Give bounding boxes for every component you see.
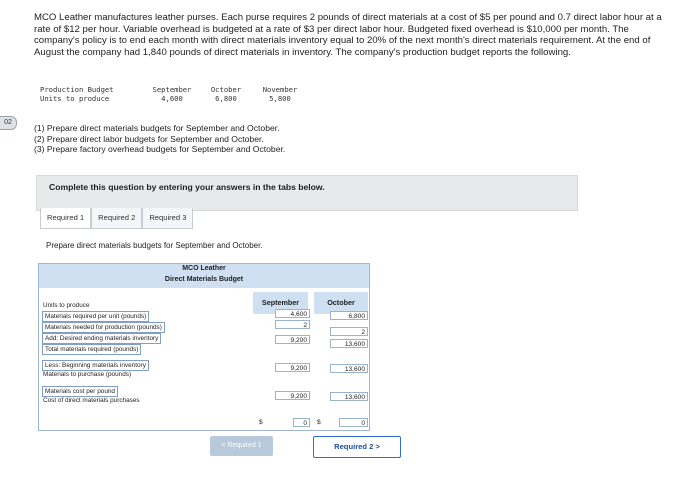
table-company: MCO Leather — [182, 265, 226, 272]
sep-dollar: $ — [259, 419, 263, 426]
sep-purchase-input[interactable]: 9,200 — [275, 391, 310, 400]
oct-req-input[interactable]: 2 — [330, 327, 368, 336]
oct-dollar: $ — [317, 419, 321, 426]
row-label-total-required[interactable]: Total materials required (pounds) — [42, 344, 141, 355]
tab-required-1[interactable]: Required 1 — [40, 208, 91, 229]
oct-total-input[interactable]: 13,600 — [330, 364, 368, 373]
tab-required-2[interactable]: Required 2 — [91, 208, 142, 229]
tab-required-3[interactable]: Required 3 — [142, 208, 193, 229]
table-title: Direct Materials Budget — [164, 276, 244, 283]
sep-units-input[interactable]: 4,600 — [275, 309, 310, 318]
oct-needed-input[interactable]: 13,600 — [330, 339, 368, 348]
production-budget — [40, 86, 307, 103]
row-label-needed[interactable]: Materials needed for production (pounds) — [42, 322, 165, 333]
oct-purchase-input[interactable]: 13,600 — [330, 392, 368, 401]
requirements-list — [34, 123, 285, 155]
sep-cost-input[interactable]: 0 — [293, 418, 310, 427]
requirement-3: (3) Prepare factory overhead budgets for September and October. — [34, 144, 286, 155]
tab-bar — [40, 208, 193, 230]
pb-month-oct: October — [210, 85, 242, 94]
col-october: October — [314, 292, 368, 314]
pb-units-sep: 4,600 — [161, 93, 183, 103]
row-label-to-purchase: Materials to purchase (pounds) — [43, 371, 132, 378]
oct-units-input[interactable]: 6,800 — [330, 311, 368, 320]
row-label-req-per-unit[interactable]: Materials required per unit (pounds) — [42, 311, 149, 322]
sep-needed-input[interactable]: 9,200 — [275, 335, 310, 344]
tab-instruction: Prepare direct materials budgets for September and October. — [46, 241, 263, 250]
side-tab[interactable]: 02 — [0, 116, 17, 130]
requirement-1: (1) Prepare direct materials budgets for September and October. — [34, 123, 280, 133]
row-label-units: Units to produce — [43, 302, 90, 309]
problem-text: MCO Leather manufactures leather purses. Each purse requires 2 pounds of direct materials at a cost of $5 per pound and 0.7 direct labor hour at a rate of $12 per hour. Variable overhead is budgeted at a rate of $3 per direct labor hour. Budgeted fixed overhead is $10,000 per month. The company's policy is to end each month with direct materials inventory equal to 20% of the next month's direct materials requirement. At the end of August the company had 1,840 pounds of direct materials in inventory. The company's production budget reports the following. — [34, 12, 662, 58]
pb-units-label: Units to produce — [40, 93, 110, 103]
prev-required-button[interactable]: < Required 1 — [210, 436, 273, 456]
banner-text: Complete this question by entering your answers in the tabs below. — [49, 182, 325, 192]
production-budget-title: Production Budget — [40, 85, 114, 94]
requirement-2: (2) Prepare direct labor budgets for September and October. — [34, 133, 264, 144]
col-september: September — [253, 292, 308, 314]
pb-units-oct: 6,800 — [215, 93, 237, 103]
sep-total-input[interactable]: 9,200 — [275, 363, 310, 372]
sep-req-input[interactable]: 2 — [275, 320, 310, 329]
row-label-add-ending[interactable]: Add: Desired ending materials inventory — [42, 333, 161, 344]
pb-month-sep: September — [152, 85, 192, 94]
row-label-cost-purchases: Cost of direct materials purchases — [43, 397, 140, 404]
pb-units-nov: 5,800 — [269, 93, 291, 103]
row-label-less-beginning[interactable]: Less: Beginning materials inventory — [42, 360, 149, 371]
oct-cost-input[interactable]: 0 — [339, 418, 368, 427]
instructions-banner — [36, 175, 578, 211]
row-label-cost-per-pound[interactable]: Materials cost per pound — [42, 386, 118, 397]
next-required-button[interactable]: Required 2 > — [313, 436, 401, 458]
direct-materials-budget-table — [38, 263, 370, 431]
pb-month-nov: November — [262, 85, 298, 94]
